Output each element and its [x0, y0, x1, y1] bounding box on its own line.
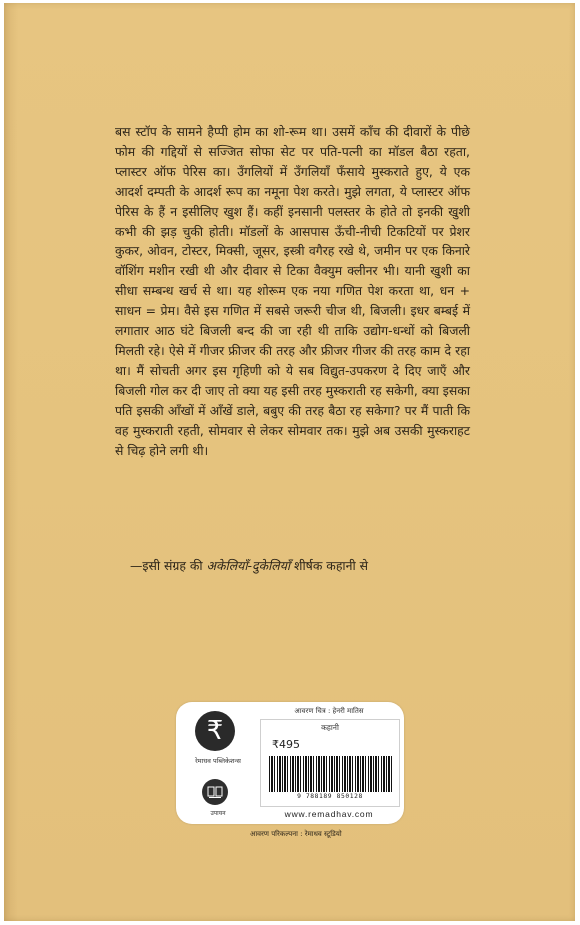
source-prefix: —इसी संग्रह की — [130, 558, 207, 573]
publisher-logo — [195, 711, 235, 751]
spine-shadow — [4, 3, 18, 921]
excerpt-source — [130, 556, 470, 576]
publisher-name: रेमाधव पब्लिकेशन्स — [195, 757, 241, 765]
cover-art-credit: आवरण चित्र : हेनरी मातिस — [294, 707, 364, 715]
publisher-panel — [176, 702, 404, 824]
imprint-name: उपायन — [210, 810, 226, 817]
isbn-number: 9 788189 850128 — [297, 793, 363, 800]
rupee-logo-icon: ₹ — [206, 716, 224, 746]
price-label: ₹495 — [272, 738, 300, 751]
source-title: अकेलियाँ-दुकेलियाँ — [206, 558, 291, 573]
publisher-website: www.remadhav.com — [284, 809, 374, 819]
genre-label: कहानी — [321, 723, 339, 732]
price-sticker — [260, 719, 400, 807]
book-icon — [207, 785, 223, 799]
imprint-logo — [202, 779, 228, 805]
cover-design-credit: आवरण परिकल्पना : रेमाधव स्टूडियो — [250, 830, 342, 838]
blurb-excerpt: बस स्टॉप के सामने हैप्पी होम का शो-रूम था। उसमें काँच की दीवारों के पीछे फोम की गद्दियों से सज्जित सोफा सेट पर पति-पत्नी का मॉडल बैठा रहता, प्लास्टर ऑफ पेरिस का। उँगलियों में उँगलियाँ फँसाये मुस्कराते हुए, ये एक आदर्श दम्पती के आदर्श रूप का नमूना पेश करते। मुझे लगता, ये प्लास्टर ऑफ पेरिस के हैं न इसीलिए खुश हैं। कहीं इनसानी पलस्तर के होते तो इनकी खुशी कभी की झड़ चुकी होती। मॉडलों के आसपास ऊँची-नीची टिकटियों पर प्रेशर कुकर, ओवन, टोस्टर, मिक्सी, जूसर, इस्त्री वगैरह रखे थे, जमीन पर एक किनारे वॉशिंग मशीन रखी थी और दीवार से टिका वैक्युम क्लीनर भी। यानी खुशी का सीधा सम्बन्ध खर्च से था। यह शोरूम एक नया गणित पेश करता था, धन + साधन = प्रेम। वैसे इस गणित में सबसे जरूरी चीज थी, बिजली। इधर बम्बई में लगातार आठ घंटे बिजली बन्द की जा रही थी ताकि उद्योग-धन्धों को बिजली मिलती रहे। ऐसे में गीजर फ्रीजर की तरह और फ्रीजर गीजर की तरह काम दे रहा था। मैं सोचती अगर इस गृहिणी को ये सब विद्युत-उपकरण दे दिए जाएँ और बिजली गोल कर दी जाए तो क्या यह इसी तरह मुस्कराती रह सकेगी, क्या इसका पति इसकी आँखों में आँखें डाले, बबुए की तरह बैठा रह सकेगा? पर मैं पाती कि वह मुस्कराती रहती, सोमवार से लेकर सोमवार तक। मुझे अब उसकी मुस्कराहट से चिढ़ होने लगी थी। — [115, 124, 470, 458]
source-suffix: शीर्षक कहानी से — [290, 558, 369, 573]
barcode — [269, 756, 393, 792]
